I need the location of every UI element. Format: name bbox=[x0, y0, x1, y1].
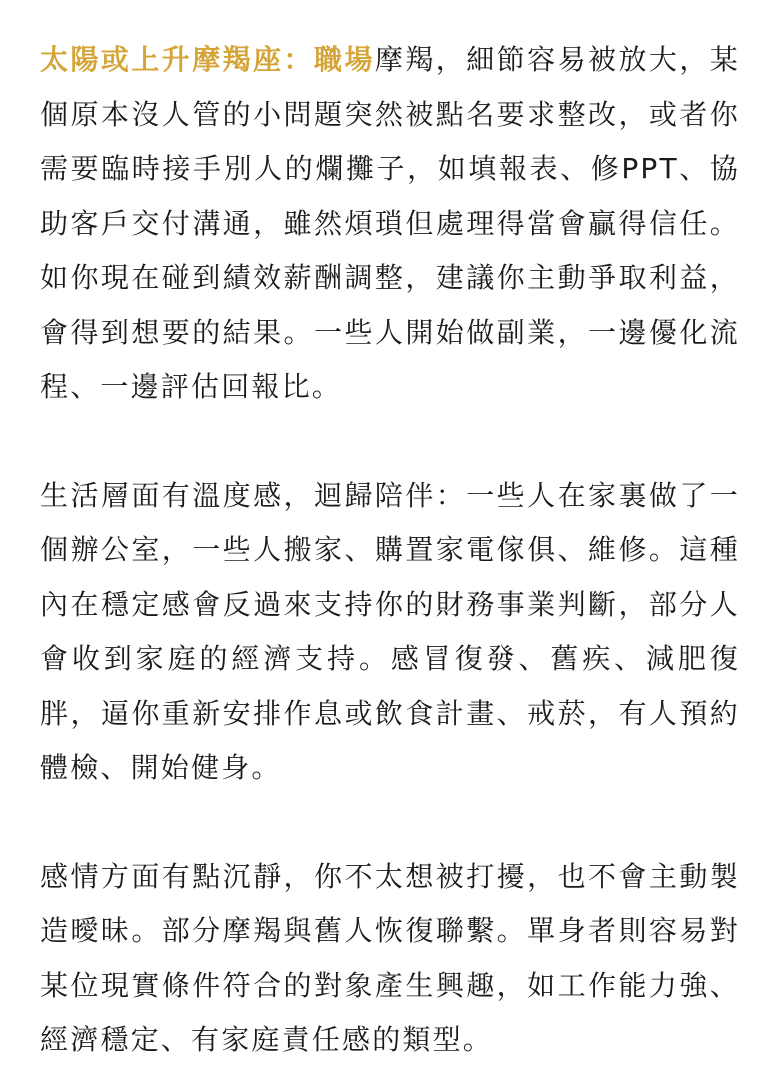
love-paragraph-text: 感情方面有點沉靜，你不太想被打擾，也不會主動製造曖昧。部分摩羯與舊人恢復聯繫。單身者則容易對某位現實條件符合的對象產生興趣，如工作能力強、經濟穩定、有家庭責任感的類型。 bbox=[40, 859, 740, 1056]
paragraph-love bbox=[40, 850, 740, 1068]
article-body bbox=[40, 33, 740, 1068]
paragraph-career bbox=[40, 33, 740, 415]
career-lead-heading: 太陽或上升摩羯座：職場 bbox=[40, 43, 375, 76]
career-paragraph-text: 摩羯，細節容易被放大，某個原本沒人管的小問題突然被點名要求整改，或者你需要臨時接手別人的爛攤子，如填報表、修PPT、協助客戶交付溝通，雖然煩瑣但處理得當會贏得信任。如你現在碰到績效薪酬調整，建議你主動爭取利益，會得到想要的結果。一些人開始做副業，一邊優化流程、一邊評估回報比。 bbox=[40, 43, 741, 403]
life-paragraph-text: 生活層面有溫度感，迴歸陪伴：一些人在家裏做了一個辦公室，一些人搬家、購置家電傢俱、維修。這種內在穩定感會反過來支持你的財務事業判斷，部分人會收到家庭的經濟支持。感冒復發、舊疾、減肥復胖，逼你重新安排作息或飲食計畫、戒菸，有人預約體檢、開始健身。 bbox=[40, 478, 740, 784]
paragraph-life bbox=[40, 469, 740, 796]
